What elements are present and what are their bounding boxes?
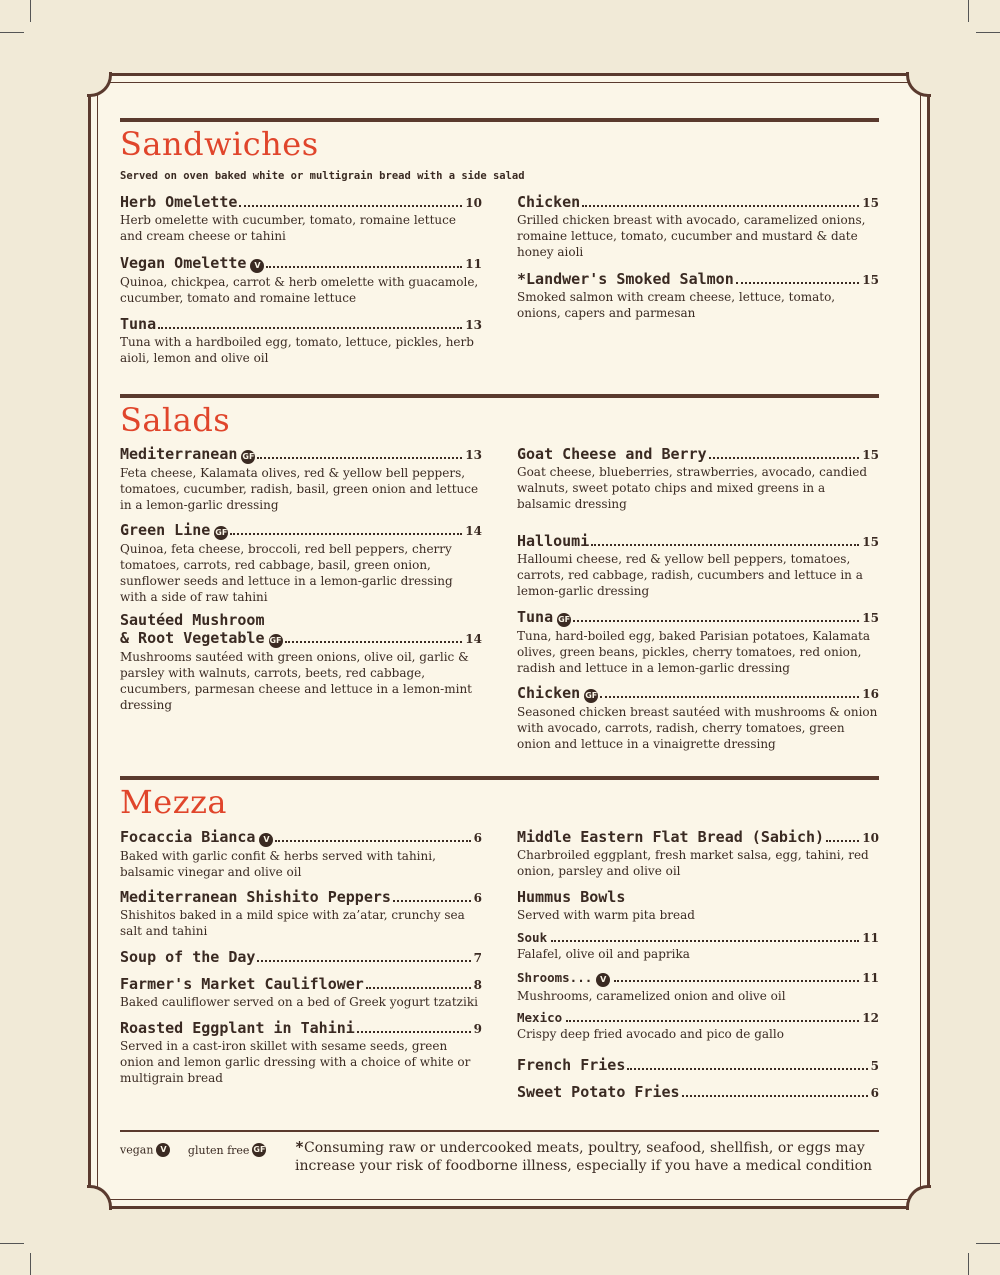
- section-divider: [120, 776, 879, 780]
- menu-item: [517, 888, 879, 923]
- menu-item: [120, 445, 482, 513]
- leader-dots: [357, 1031, 471, 1033]
- leader-dots: [600, 696, 859, 698]
- crop-mark: [976, 32, 1000, 33]
- item-name: & Root Vegetable: [120, 629, 265, 647]
- item-price: 11: [465, 257, 482, 271]
- item-price: 16: [862, 687, 879, 701]
- menu-item: [120, 828, 482, 880]
- item-description: Smoked salmon with cream cheese, lettuce, tomato, onions, capers and parmesan: [517, 290, 836, 320]
- item-description: Tuna with a hardboiled egg, tomato, lettuce, pickles, herb aioli, lemon and olive oil: [120, 335, 474, 365]
- item-description: Shishitos baked in a mild spice with za’atar, crunchy sea salt and tahini: [120, 908, 465, 938]
- leader-dots: [826, 840, 859, 842]
- item-price: 13: [465, 448, 482, 462]
- item-price: 14: [465, 524, 482, 538]
- menu-subitem: [517, 930, 879, 962]
- menu-item: [120, 948, 482, 966]
- item-name: Tuna: [120, 315, 157, 333]
- item-name: Green Line: [120, 521, 211, 539]
- leader-dots: [257, 457, 462, 459]
- item-description: Quinoa, chickpea, carrot & herb omelette with guacamole, cucumber, tomato and romaine lettuce: [120, 275, 479, 305]
- menu-item: [120, 611, 482, 713]
- item-name: Middle Eastern Flat Bread (Sabich): [517, 828, 825, 846]
- section-title-salads: Salads: [120, 401, 231, 439]
- item-description: Goat cheese, blueberries, strawberries, avocado, candied walnuts, sweet potato chips and mixed greens in a balsamic dressing: [517, 465, 868, 511]
- menu-item: [120, 1019, 482, 1086]
- food-safety-disclaimer: [295, 1138, 885, 1175]
- leader-dots: [591, 544, 859, 546]
- gluten-free-badge-icon: GF: [269, 634, 283, 648]
- leader-dots: [614, 980, 859, 982]
- item-price: 14: [465, 632, 482, 646]
- item-price: 7: [473, 951, 482, 965]
- leader-dots: [257, 960, 470, 962]
- item-description: Served with warm pita bread: [517, 908, 695, 922]
- item-name: Halloumi: [517, 532, 590, 550]
- item-name: French Fries: [517, 1056, 626, 1074]
- item-description: Served in a cast-iron skillet with sesame seeds, green onion and lemon garlic dressing with a choice of white or multigrain bread: [120, 1039, 471, 1085]
- menu-item: [517, 532, 879, 599]
- item-name: *Landwer's Smoked Salmon: [517, 270, 734, 288]
- item-name: Focaccia Bianca: [120, 828, 256, 846]
- item-price: 6: [473, 831, 482, 845]
- item-name-line1: Sautéed Mushroom: [120, 611, 265, 629]
- item-description: Halloumi cheese, red & yellow bell peppers, tomatoes, carrots, red cabbage, radish, cucumbers and lettuce in a lemon-garlic dressing: [517, 552, 863, 598]
- leader-dots: [627, 1068, 867, 1070]
- vegan-badge-icon: V: [156, 1143, 170, 1157]
- leader-dots: [682, 1095, 868, 1097]
- gluten-free-badge-icon: GF: [214, 526, 228, 540]
- footer-divider: [120, 1130, 879, 1132]
- menu-item: [120, 315, 482, 366]
- menu-item: [120, 975, 482, 1010]
- crop-mark: [30, 0, 31, 22]
- section-title-sandwiches: Sandwiches: [120, 125, 319, 163]
- item-name: Mediterranean: [120, 445, 238, 463]
- crop-mark: [0, 32, 24, 33]
- menu-subitem: [517, 1010, 879, 1042]
- section-divider: [120, 394, 879, 398]
- item-price: 10: [465, 196, 482, 210]
- vegan-badge-icon: V: [259, 833, 273, 847]
- vegan-badge-icon: V: [596, 973, 610, 987]
- menu-item: [120, 888, 482, 939]
- item-name: Chicken: [517, 684, 581, 702]
- item-description: Baked cauliflower served on a bed of Greek yogurt tzatziki: [120, 995, 478, 1009]
- section-subtitle: Served on oven baked white or multigrain bread with a side salad: [120, 170, 525, 182]
- gluten-free-badge-icon: GF: [557, 613, 571, 627]
- asterisk: *: [295, 1138, 305, 1156]
- menu-item: [517, 1056, 879, 1074]
- leader-dots: [285, 641, 463, 643]
- item-description: Feta cheese, Kalamata olives, red & yellow bell peppers, tomatoes, cucumber, radish, basil, green onion and lettuce in a lemon-garlic dressing: [120, 466, 479, 512]
- crop-mark: [968, 1253, 969, 1275]
- menu-subitem: [517, 970, 879, 1004]
- item-description: Baked with garlic confit & herbs served with tahini, balsamic vinegar and olive oil: [120, 849, 436, 879]
- item-name: Goat Cheese and Berry: [517, 445, 707, 463]
- item-price: 15: [862, 535, 879, 549]
- leader-dots: [366, 987, 471, 989]
- item-name: Hummus Bowls: [517, 888, 626, 906]
- item-price: 15: [862, 611, 879, 625]
- leader-dots: [266, 266, 462, 268]
- item-price: 5: [870, 1059, 879, 1073]
- section-divider: [120, 118, 879, 122]
- leader-dots: [230, 533, 462, 535]
- menu-item: [517, 270, 879, 321]
- leader-dots: [709, 457, 860, 459]
- dietary-legend: [120, 1143, 266, 1157]
- menu-item: [517, 193, 879, 260]
- menu-item: [517, 684, 879, 752]
- item-price: 13: [465, 318, 482, 332]
- crop-mark: [0, 1243, 24, 1244]
- item-price: 15: [862, 273, 879, 287]
- item-description: Grilled chicken breast with avocado, caramelized onions, romaine lettuce, tomato, cucumber and mustard & date honey aioli: [517, 213, 866, 259]
- item-name: Soup of the Day: [120, 948, 256, 966]
- gluten-free-badge-icon: GF: [584, 689, 598, 703]
- menu-item: [517, 828, 879, 879]
- item-name: Mediterranean Shishito Peppers: [120, 888, 391, 906]
- crop-mark: [30, 1253, 31, 1275]
- item-price: 10: [862, 831, 879, 845]
- section-title-mezza: Mezza: [120, 783, 227, 821]
- item-price: 6: [870, 1086, 879, 1100]
- item-name: Mexico: [517, 1010, 563, 1025]
- menu-item: [120, 254, 482, 306]
- item-price: 15: [862, 448, 879, 462]
- leader-dots: [158, 327, 462, 329]
- crop-mark: [968, 0, 969, 22]
- item-name: Tuna: [517, 608, 554, 626]
- vegan-badge-icon: V: [250, 259, 264, 273]
- item-description: Charbroiled eggplant, fresh market salsa, egg, tahini, red onion, parsley and olive oil: [517, 848, 869, 878]
- item-price: 12: [862, 1011, 879, 1025]
- item-price: 9: [473, 1022, 482, 1036]
- item-description: Mushrooms sautéed with green onions, olive oil, garlic & parsley with walnuts, carrots, beets, red cabbage, cucumbers, parmesan cheese and lettuce in a lemon-mint dressing: [120, 650, 472, 712]
- item-description: Herb omelette with cucumber, tomato, romaine lettuce and cream cheese or tahini: [120, 213, 456, 243]
- item-name: Vegan Omelette: [120, 254, 247, 272]
- item-price: 8: [473, 978, 482, 992]
- menu-item: [120, 193, 482, 244]
- crop-mark: [976, 1243, 1000, 1244]
- item-price: 15: [862, 196, 879, 210]
- item-description: Tuna, hard-boiled egg, baked Parisian potatoes, Kalamata olives, green beans, pickles, cherry tomatoes, red onion, radish and lettuce in a lemon-garlic dressing: [517, 629, 870, 675]
- leader-dots: [275, 840, 470, 842]
- item-description: Crispy deep fried avocado and pico de gallo: [517, 1027, 784, 1041]
- item-description: Seasoned chicken breast sautéed with mushrooms & onion with avocado, carrots, radish, cherry tomatoes, green onion and lettuce in a vinaigrette dressing: [517, 705, 878, 751]
- leader-dots: [551, 940, 859, 942]
- item-price: 6: [473, 891, 482, 905]
- item-name: Sweet Potato Fries: [517, 1083, 680, 1101]
- item-price: 11: [862, 971, 879, 985]
- menu-item: [517, 445, 879, 512]
- item-description: Quinoa, feta cheese, broccoli, red bell peppers, cherry tomatoes, carrots, red cabbage, basil, green onion, sunflower seeds and lettuce in a lemon-garlic dressing with a side of raw tahini: [120, 542, 453, 604]
- menu-item: [120, 521, 482, 605]
- item-description: Falafel, olive oil and paprika: [517, 947, 690, 961]
- item-price: 11: [862, 931, 879, 945]
- leader-dots: [566, 1020, 859, 1022]
- item-name: Herb Omelette: [120, 193, 238, 211]
- item-name: Shrooms...: [517, 970, 593, 985]
- leader-dots: [239, 205, 462, 207]
- menu-item: [517, 1083, 879, 1101]
- item-description: Mushrooms, caramelized onion and olive oil: [517, 989, 786, 1003]
- gluten-free-badge-icon: GF: [241, 450, 255, 464]
- item-name: Chicken: [517, 193, 581, 211]
- menu-item: [517, 608, 879, 676]
- leader-dots: [573, 620, 859, 622]
- leader-dots: [393, 900, 471, 902]
- item-name: Roasted Eggplant in Tahini: [120, 1019, 355, 1037]
- item-name: Farmer's Market Cauliflower: [120, 975, 364, 993]
- leader-dots: [736, 282, 860, 284]
- gluten-free-badge-icon: GF: [252, 1143, 266, 1157]
- legend-gluten-free-label: gluten free: [187, 1143, 250, 1157]
- disclaimer-text: Consuming raw or undercooked meats, poultry, seafood, shellfish, or eggs may increase your risk of foodborne illness, especially if you have a medical condition: [295, 1140, 873, 1174]
- leader-dots: [582, 205, 859, 207]
- item-name: Souk: [517, 930, 548, 945]
- legend-vegan-label: vegan: [120, 1143, 154, 1157]
